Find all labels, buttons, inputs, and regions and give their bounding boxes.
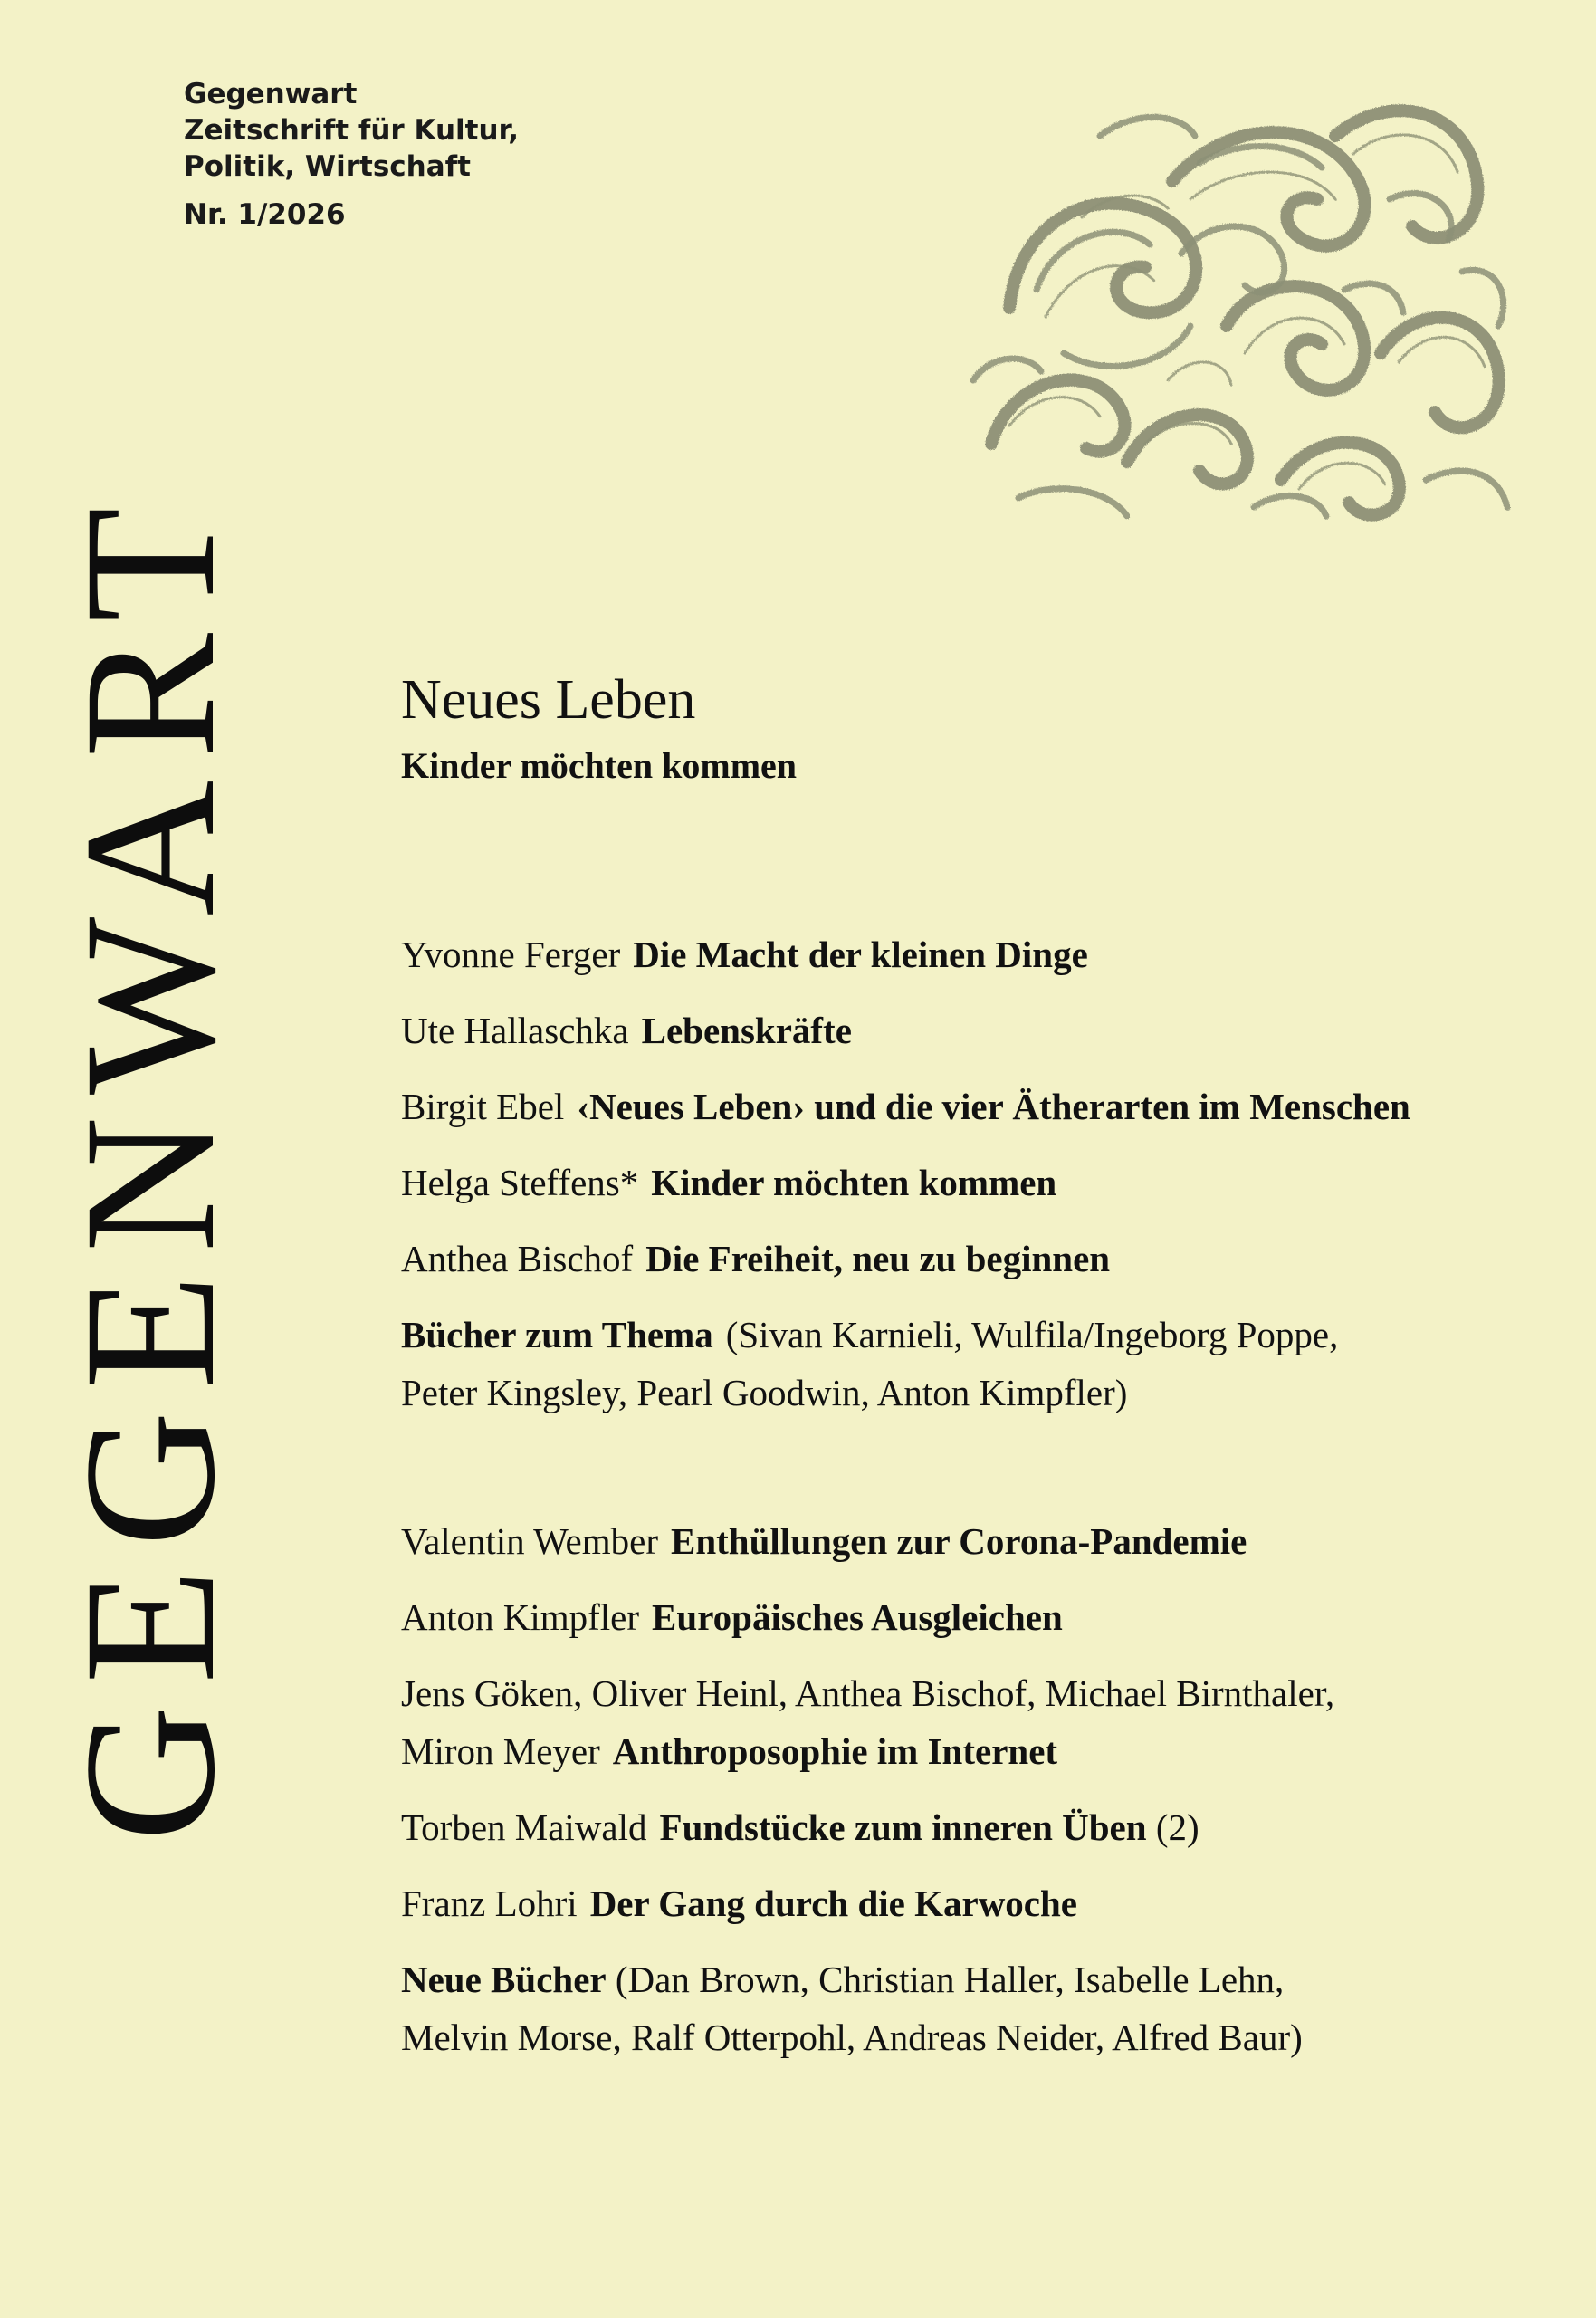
magazine-subtitle-line-2: Politik, Wirtschaft [184,150,471,183]
vertical-title: GEGENWART [45,485,253,1842]
contents-entry [401,1874,1487,1950]
entry-author: Torben Maiwald [401,1806,647,1848]
new-books-authors-line-1: (Dan Brown, Christian Haller, Isabelle Lehn, [615,1959,1285,2000]
entry-title: Der Gang durch die Karwoche [589,1882,1078,1924]
contents-entry [401,925,1487,1001]
entry-title: Die Freiheit, neu zu beginnen [645,1238,1111,1279]
issue-theme: Neues Leben [401,669,696,731]
books-on-theme-authors-line-1: (Sivan Karnieli, Wulfila/Ingeborg Poppe, [725,1314,1339,1355]
entry-part-number: (2) [1155,1806,1199,1848]
new-books-authors-line-2: Melvin Morse, Ralf Otterpohl, Andreas Neider, Alfred Baur) [401,2016,1303,2058]
new-books-entry [401,1950,1487,2084]
entry-title: Europäisches Ausgleichen [652,1596,1063,1638]
contents-further-section [401,1512,1487,2084]
contents-entry [401,1154,1487,1230]
entry-title: Enthüllungen zur Corona-Pandemie [671,1520,1247,1562]
entry-title: Lebenskräfte [641,1010,852,1051]
internet-title: Anthroposophie im Internet [612,1730,1058,1772]
swirl-cloud-ornament-icon [955,81,1521,534]
books-on-theme-authors-line-2: Peter Kingsley, Pearl Goodwin, Anton Kimpfler) [401,1372,1128,1413]
entry-title: Kinder möchten kommen [651,1162,1057,1203]
contents-entry [401,1588,1487,1664]
entry-author: Franz Lohri [401,1882,578,1924]
internet-authors-line-1: Jens Göken, Oliver Heinl, Anthea Bischof, Michael Birnthaler, [401,1672,1335,1714]
magazine-subtitle-line-1: Zeitschrift für Kultur, [184,114,520,147]
new-books-label: Neue Bücher [401,1959,607,2000]
entry-author: Ute Hallaschka [401,1010,629,1051]
contents-entry [401,1512,1487,1588]
magazine-name: Gegenwart [184,78,358,110]
entry-title: Die Macht der kleinen Dinge [633,934,1088,975]
contents-entry [401,1230,1487,1306]
entry-author: Yvonne Ferger [401,934,621,975]
masthead [184,76,519,233]
contents-entry [401,1001,1487,1078]
entry-title: ‹Neues Leben› und die vier Ätherarten im Menschen [577,1086,1410,1127]
feature-block [401,666,797,789]
entry-author: Helga Steffens* [401,1162,639,1203]
contents-entry [401,1078,1487,1154]
contents-theme-section [401,925,1487,1440]
internet-authors-line-2: Miron Meyer [401,1730,600,1772]
contents-entry [401,1798,1487,1874]
entry-title: Fundstücke zum inneren Üben [659,1806,1147,1848]
entry-author: Anthea Bischof [401,1238,634,1279]
entry-author: Valentin Wember [401,1520,658,1562]
issue-subtheme: Kinder möchten kommen [401,745,798,786]
entry-author: Birgit Ebel [401,1086,565,1127]
internet-entry [401,1664,1487,1798]
entry-author: Anton Kimpfler [401,1596,640,1638]
issue-number: Nr. 1/2026 [184,198,346,231]
books-on-theme-label: Bücher zum Thema [401,1314,713,1355]
books-on-theme-entry [401,1306,1487,1440]
